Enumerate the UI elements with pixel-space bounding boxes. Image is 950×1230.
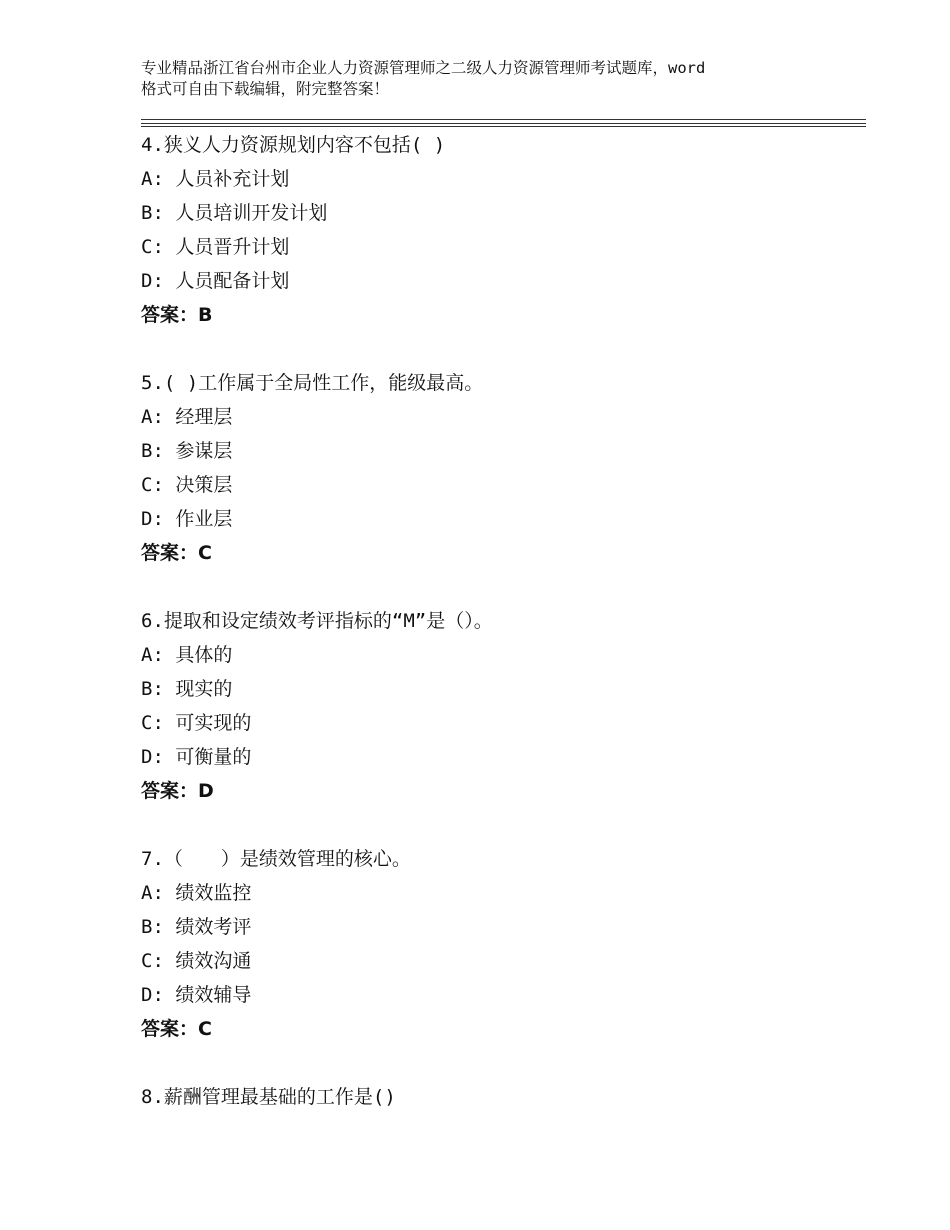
option-d: D: 人员配备计划 bbox=[141, 270, 290, 292]
option-c: C: 决策层 bbox=[141, 474, 233, 496]
option-b: B: 绩效考评 bbox=[141, 916, 252, 938]
option-a: A: 经理层 bbox=[141, 406, 233, 428]
option-c: C: 人员晋升计划 bbox=[141, 236, 290, 258]
question-8 bbox=[141, 1080, 861, 1114]
document-header bbox=[141, 58, 841, 100]
question-7 bbox=[141, 842, 861, 1046]
question-stem: 7.（ ）是绩效管理的核心。 bbox=[141, 848, 411, 870]
option-d: D: 绩效辅导 bbox=[141, 984, 252, 1006]
option-b: B: 参谋层 bbox=[141, 440, 233, 462]
question-stem: 8.薪酬管理最基础的工作是() bbox=[141, 1086, 396, 1108]
question-stem: 6.提取和设定绩效考评指标的“M”是（）。 bbox=[141, 610, 493, 632]
option-c: C: 可实现的 bbox=[141, 712, 252, 734]
option-a: A: 具体的 bbox=[141, 644, 233, 666]
header-divider-middle bbox=[141, 123, 866, 124]
header-line-1: 专业精品浙江省台州市企业人力资源管理师之二级人力资源管理师考试题库，word bbox=[141, 59, 706, 77]
option-a: A: 绩效监控 bbox=[141, 882, 252, 904]
question-list bbox=[141, 128, 861, 1148]
option-b: B: 现实的 bbox=[141, 678, 233, 700]
question-5 bbox=[141, 366, 861, 570]
question-stem: 5.( )工作属于全局性工作，能级最高。 bbox=[141, 372, 484, 394]
option-a: A: 人员补充计划 bbox=[141, 168, 290, 190]
option-d: D: 可衡量的 bbox=[141, 746, 252, 768]
option-d: D: 作业层 bbox=[141, 508, 233, 530]
answer-label: 答案：C bbox=[141, 542, 212, 564]
question-stem: 4.狭义人力资源规划内容不包括( ) bbox=[141, 134, 446, 156]
header-line-2: 格式可自由下载编辑，附完整答案！ bbox=[141, 80, 390, 98]
answer-label: 答案：C bbox=[141, 1018, 212, 1040]
answer-label: 答案：B bbox=[141, 304, 213, 326]
question-6 bbox=[141, 604, 861, 808]
header-divider-bottom bbox=[141, 126, 866, 127]
header-divider-top bbox=[141, 119, 866, 120]
question-4 bbox=[141, 128, 861, 332]
option-b: B: 人员培训开发计划 bbox=[141, 202, 328, 224]
option-c: C: 绩效沟通 bbox=[141, 950, 252, 972]
answer-label: 答案：D bbox=[141, 780, 214, 802]
